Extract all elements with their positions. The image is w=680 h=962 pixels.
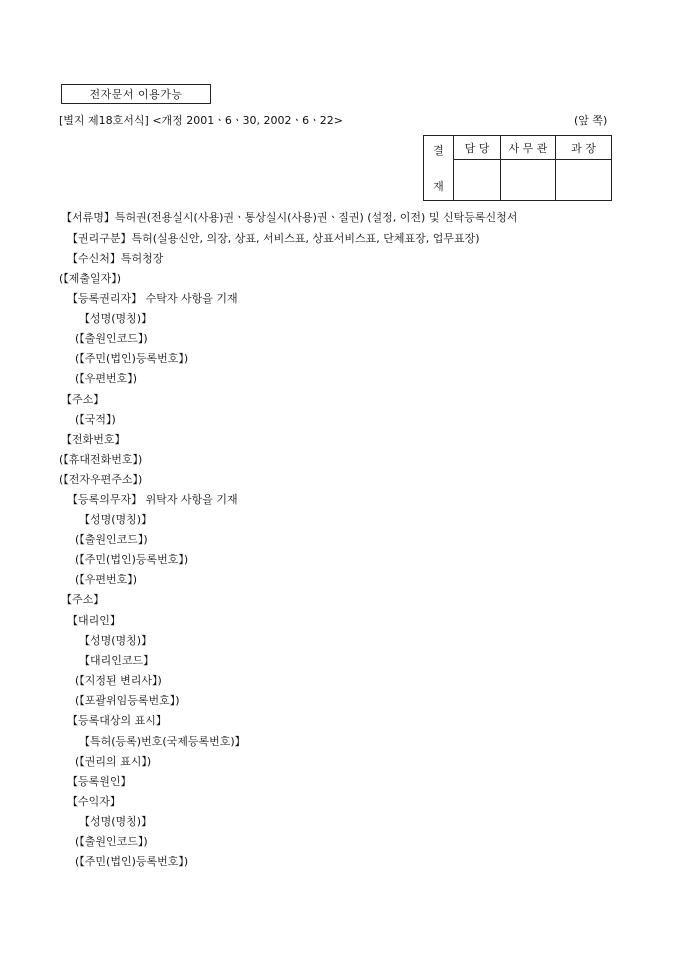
approval-sign-officer[interactable]: [501, 160, 556, 201]
field-recipient: 【수신처】특허청장: [67, 252, 164, 265]
field-agent-name: 【성명(명칭)】: [79, 634, 153, 647]
field-patent-number: 【특허(등록)번호(국제등록번호)】: [79, 735, 246, 748]
form-identifier: [별지 제18호서식] <개정 2001ㆍ6ㆍ30, 2002ㆍ6ㆍ22>: [59, 114, 343, 127]
field-registration-obligor: 【등록의무자】 위탁자 사항을 기재: [67, 493, 238, 506]
field-obligor-resident-number: (【주민(법인)등록번호】): [75, 553, 189, 566]
field-registration-right-holder: 【등록권리자】 수탁자 사항을 기재: [67, 292, 238, 305]
page-side-label: (앞 쪽): [574, 114, 608, 127]
field-obligor-address: 【주소】: [61, 593, 105, 606]
field-holder-applicant-code: (【출원인코드】): [75, 332, 148, 345]
field-agent-code: 【대리인코드】: [79, 654, 155, 667]
approval-header-chief: 과 장: [556, 136, 612, 160]
field-beneficiary-name: 【성명(명칭)】: [79, 815, 153, 828]
approval-header-officer: 사 무 관: [501, 136, 556, 160]
field-registration-cause: 【등록원인】: [67, 775, 132, 788]
field-beneficiary: 【수익자】: [67, 795, 121, 808]
approval-header-staff: 담 당: [454, 136, 501, 160]
field-beneficiary-resident-number: (【주민(법인)등록번호】): [75, 855, 189, 868]
field-submission-date: (【제출일자】): [59, 272, 122, 285]
field-designated-patent-attorney: (【지정된 변리사】): [75, 674, 162, 687]
field-phone-number: 【전화번호】: [61, 433, 126, 446]
approval-sign-chief[interactable]: [556, 160, 612, 201]
field-registration-target: 【등록대상의 표시】: [67, 714, 167, 727]
field-mobile-number: (【휴대전화번호】): [59, 453, 143, 466]
field-general-power-number: (【포괄위임등록번호】): [75, 694, 180, 707]
field-right-indication: (【권리의 표시】): [75, 755, 152, 768]
field-holder-address: 【주소】: [61, 393, 105, 406]
field-document-name: 【서류명】특허권(전용실시(사용)권ㆍ통상실시(사용)권ㆍ질권) (설정, 이전) 및 신탁등록신청서: [61, 211, 518, 224]
approval-table: [423, 135, 612, 201]
field-agent: 【대리인】: [67, 614, 121, 627]
field-holder-resident-number: (【주민(법인)등록번호】): [75, 352, 189, 365]
field-beneficiary-applicant-code: (【출원인코드】): [75, 835, 148, 848]
field-holder-postal-code: (【우편번호】): [75, 372, 138, 385]
field-holder-nationality: (【국적】): [75, 413, 116, 426]
approval-label-gyeol: 결: [433, 144, 444, 157]
field-email: (【전자우편주소】): [59, 473, 143, 486]
electronic-document-badge: 전자문서 이용가능: [61, 84, 211, 104]
field-right-category: 【권리구분】특허(실용신안, 의장, 상표, 서비스표, 상표서비스표, 단체표장, 업무표장): [67, 232, 480, 245]
approval-sign-staff[interactable]: [454, 160, 501, 201]
field-obligor-postal-code: (【우편번호】): [75, 573, 138, 586]
approval-label-cell: [424, 136, 454, 201]
approval-label-jae: 재: [433, 180, 444, 193]
field-holder-name: 【성명(명칭)】: [79, 312, 153, 325]
field-obligor-name: 【성명(명칭)】: [79, 513, 153, 526]
field-obligor-applicant-code: (【출원인코드】): [75, 533, 148, 546]
